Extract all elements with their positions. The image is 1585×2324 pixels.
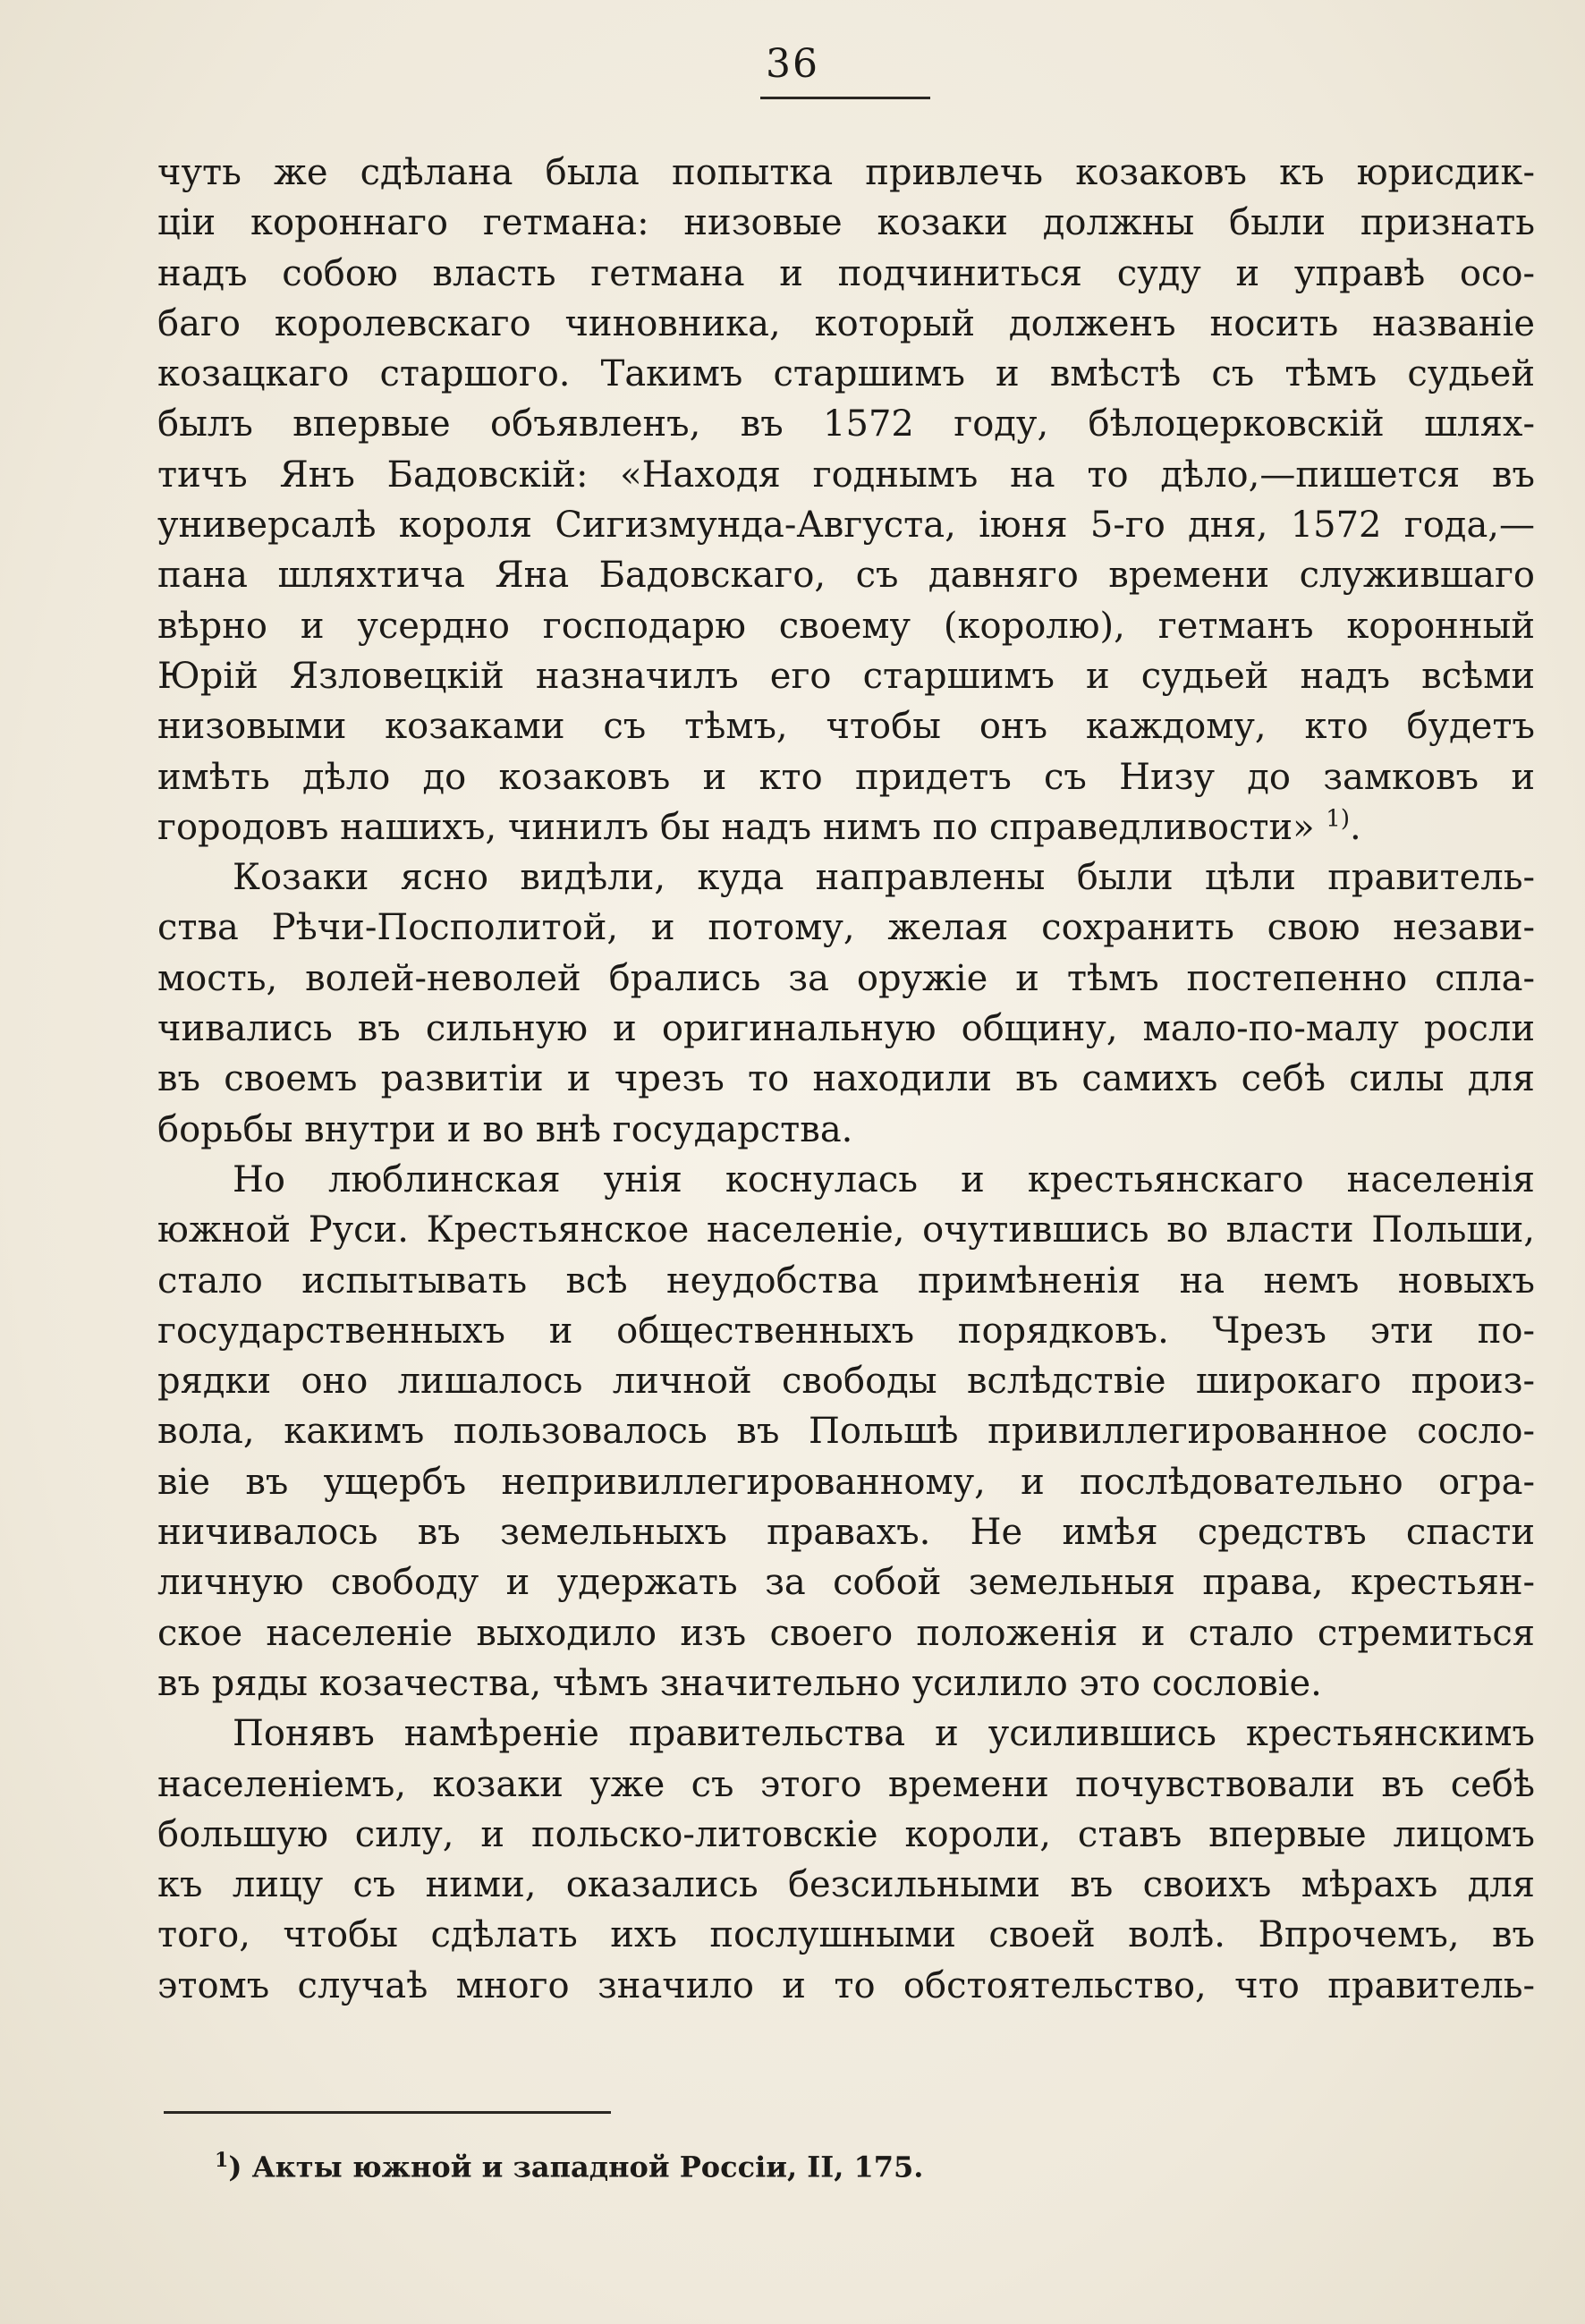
text-line: большую силу, и польско-литовскіе короли, ставъ впервые лицомъ <box>157 1813 1535 1855</box>
text-line: рядки оно лишалось личной свободы вслѣдствіе широкаго произ- <box>157 1361 1535 1403</box>
text-line: баго королевскаго чиновника, который долженъ носить названіе <box>157 302 1535 344</box>
footnote-rule <box>164 2111 611 2114</box>
page-number: 36 <box>766 41 819 87</box>
text-line: личную свободу и удержать за собой земельныя права, крестьян- <box>157 1562 1535 1604</box>
text-line: Но люблинская унія коснулась и крестьянскаго населенія <box>233 1158 1535 1200</box>
text-line: ское населеніе выходило изъ своего положенія и стало стремиться <box>157 1612 1535 1654</box>
text-line: чивались въ сильную и оригинальную общину, мало-по-малу росли <box>157 1008 1535 1050</box>
text-line: ничивалось въ земельныхъ правахъ. Не имѣя средствъ спасти <box>157 1512 1535 1554</box>
text-line: южной Руси. Крестьянское населеніе, очутившись во власти Польши, <box>157 1209 1535 1251</box>
text-line: государственныхъ и общественныхъ порядковъ. Чрезъ эти по- <box>157 1310 1535 1352</box>
text-line: Козаки ясно видѣли, куда направлены были цѣли правитель- <box>233 857 1535 899</box>
header-rule <box>760 97 930 99</box>
footnote-text: Акты южной и западной Россіи, II, 175. <box>251 2150 924 2184</box>
text-line: борьбы внутри и во внѣ государства. <box>157 1108 853 1150</box>
text-line: мость, волей-неволей брались за оружіе и тѣмъ постепенно спла- <box>157 957 1535 999</box>
text-line: віе въ ущербъ непривиллегированному, и послѣдовательно огра- <box>157 1461 1535 1503</box>
text-line: стало испытывать всѣ неудобства примѣненія на немъ новыхъ <box>157 1260 1535 1302</box>
text-line: козацкаго старшого. Такимъ старшимъ и вмѣстѣ съ тѣмъ судьей <box>157 353 1535 395</box>
body-text <box>157 148 1535 2011</box>
footnote <box>215 2138 923 2190</box>
text-line: ства Рѣчи-Посполитой, и потому, желая сохранить свою незави- <box>157 907 1535 949</box>
text-line: былъ впервые объявленъ, въ 1572 году, бѣлоцерковскій шлях- <box>157 403 1535 445</box>
text-line: пана шляхтича Яна Бадовскаго, съ давняго времени служившаго <box>157 555 1535 597</box>
footnote-reference: 1) <box>1326 805 1350 833</box>
text-line: населеніемъ, козаки уже съ этого времени почувствовали въ себѣ <box>157 1763 1535 1805</box>
text-line: Юрій Язловецкій назначилъ его старшимъ и судьей надъ всѣми <box>157 655 1535 697</box>
text-line: чуть же сдѣлана была попытка привлечь козаковъ къ юрисдик- <box>157 152 1535 193</box>
text-line: имѣть дѣло до козаковъ и кто придетъ съ Низу до замковъ и <box>157 756 1535 798</box>
text-line: къ лицу съ ними, оказались безсильными въ своихъ мѣрахъ для <box>157 1864 1535 1906</box>
text-line: того, чтобы сдѣлать ихъ послушными своей волѣ. Впрочемъ, въ <box>157 1914 1535 1956</box>
footnote-paren: ) <box>228 2150 242 2184</box>
text-line: въ своемъ развитіи и чрезъ то находили въ самихъ себѣ силы для <box>157 1058 1535 1100</box>
text-line: въ ряды козачества, чѣмъ значительно усилило это сословіе. <box>157 1662 1322 1704</box>
text-line: надъ собою власть гетмана и подчиниться суду и управѣ осо- <box>157 252 1535 294</box>
text-line: вола, какимъ пользовалось въ Польшѣ привиллегированное сосло- <box>157 1411 1535 1453</box>
text-line: вѣрно и усердно господарю своему (королю), гетманъ коронный <box>157 605 1535 647</box>
text-line-with-footnote-ref: городовъ нашихъ, чинилъ бы надъ нимъ по справедливости» $^{1)}$. <box>157 805 1361 848</box>
footnote-marker: 1 <box>215 2149 229 2172</box>
text-line: тичъ Янъ Бадовскій: «Находя годнымъ на то дѣло,—пишется въ <box>157 454 1535 496</box>
text-line: городовъ нашихъ, чинилъ бы надъ нимъ по справедливости» <box>157 806 1315 848</box>
text-line: универсалѣ короля Сигизмунда-Августа, іюня 5-го дня, 1572 года,— <box>157 505 1535 547</box>
text-line: ціи короннаго гетмана: низовые козаки должны были признать <box>157 202 1535 244</box>
text-line: низовыми козаками съ тѣмъ, чтобы онъ каждому, кто будетъ <box>157 706 1535 748</box>
text-line: Понявъ намѣреніе правительства и усилившись крестьянскимъ <box>233 1713 1535 1755</box>
text-line: этомъ случаѣ много значило и то обстоятельство, что правитель- <box>157 1964 1535 2006</box>
